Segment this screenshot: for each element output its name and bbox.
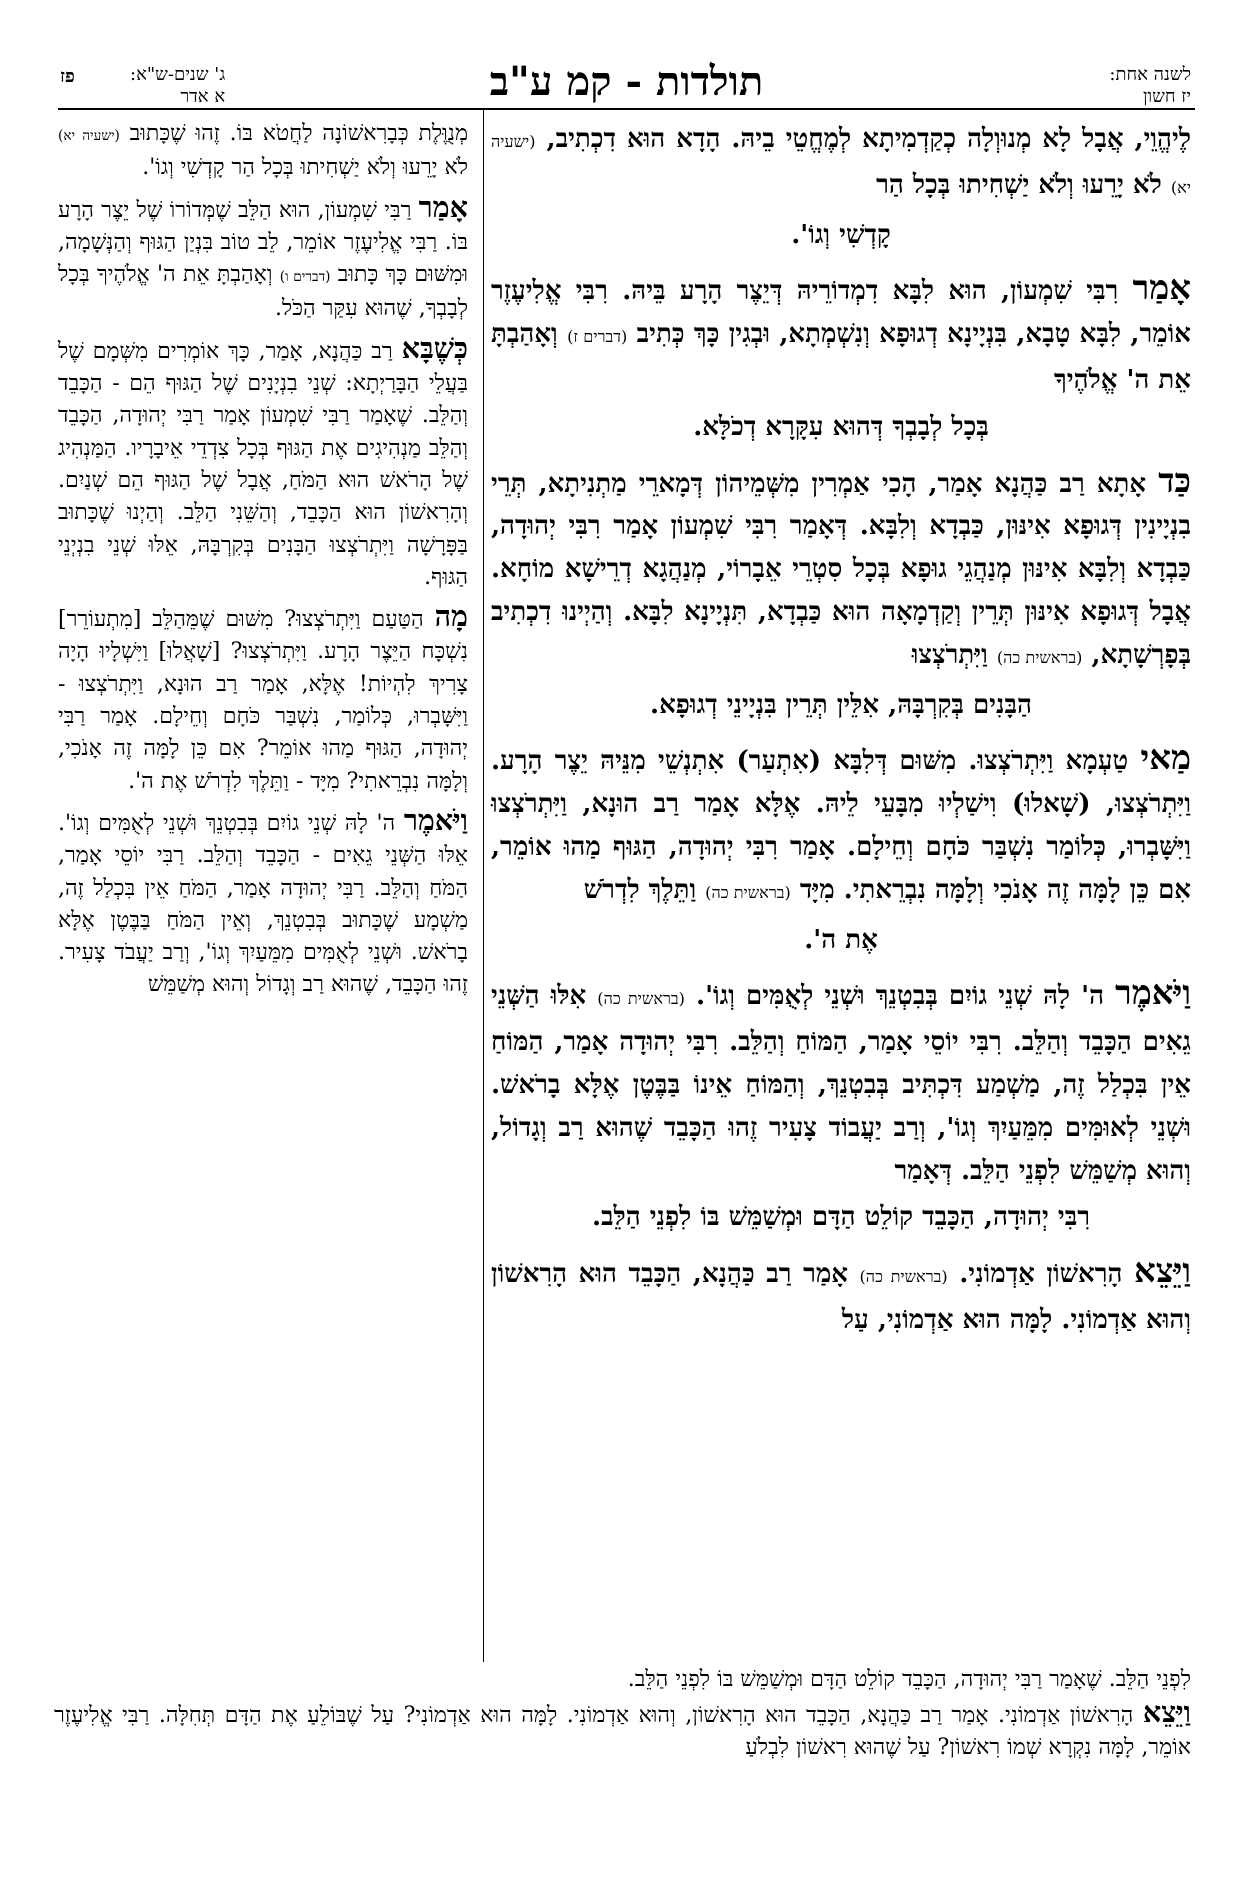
paragraph-lead-word: מָה (434, 599, 468, 634)
verse-reference: (ישעיה יא) (58, 128, 120, 144)
paragraph-lead-word: אָמַר (1132, 267, 1191, 308)
page-number: פז (60, 66, 75, 87)
bottom-paragraph (54, 1696, 1191, 1764)
main-text: וַיִּתְרֹצְצוּ (911, 639, 988, 670)
verse-reference: (דברים ז) (567, 327, 628, 347)
translation-text: מְנֻוֶּלֶת כְּבָרִאשׁוֹנָה לַחֲטֹא בּוֹ. זֶהוּ שֶׁכָּתוּב (129, 121, 468, 146)
verse-reference: (ישעיה יא) (491, 132, 1191, 197)
main-paragraph (491, 214, 1191, 257)
main-paragraph (491, 684, 1191, 727)
translation-paragraph (58, 118, 468, 185)
main-text: קָדְשִׁי וְגוֹ'. (791, 219, 891, 250)
main-text: הַבָּנִים בְּקִרְבָּהּ, אִלֵּין תְּרֵין בִּנְיָינֵי דְגוּפָא. (650, 689, 1032, 720)
paragraph-lead-word: וַיֹּאמֶר (1115, 972, 1191, 1013)
main-text: וַתֵּלֶךְ לִדְרֹשׁ (583, 874, 697, 905)
header-divider (58, 108, 1195, 110)
verse-reference: (בראשית כה) (859, 1267, 948, 1287)
main-text: וְאָהַבְתָּ אֵת ה' אֱלֹהֶיךָ (491, 319, 1191, 395)
main-paragraph (491, 459, 1191, 680)
paragraph-lead-word: אָמַר (418, 189, 468, 224)
verse-reference: (בראשית כה) (705, 882, 791, 902)
paragraph-lead-word: וַיֵּצֵא (1142, 1695, 1191, 1729)
translation-paragraph (58, 600, 468, 798)
main-paragraph (491, 971, 1191, 1192)
translation-text: לֹא יָרֵעוּ וְלֹא יַשְׁחִיתוּ בְּכָל הַר קָדְשִׁי וְגוֹ'. (142, 155, 468, 181)
main-text: לֹא יָרֵעוּ וְלֹא יַשְׁחִיתוּ בְּכָל הַר (876, 169, 1162, 200)
main-paragraph (491, 919, 1191, 962)
paragraph-lead-word: מַאי (1140, 737, 1191, 778)
page-title: תולדות - קמ ע"ב (489, 58, 764, 105)
main-paragraph (491, 736, 1191, 914)
header-study-plan-three-years: ג' שנים-ש"א: (130, 64, 226, 85)
verse-reference: (בראשית כה) (597, 989, 685, 1009)
main-text: אֶת ה'. (804, 924, 878, 955)
main-text: הָרִאשׁוֹן אַדְמוֹנִי. (959, 1259, 1123, 1290)
main-text: רִבִּי שִׁמְעוֹן, הוּא לִבָּא דִמְדוֹרֵיהּ דְּיֵצֶר הָרָע בֵּיהּ. רִבִּי אֱלִיעֶזֶר אוֹמֵר, לִבָּא טָבָא, בִּנְיָינָא דְגוּפָא וְנִשְׁמְתָא, וּבְגִין כָּךְ כְּתִיב (491, 276, 1191, 350)
translation-text: וְאָהַבְתָּ אֵת ה' אֱלֹהֶיךָ בְּכָל לְבָבְךָ, שֶׁהוּא עִקַּר הַכֹּל. (58, 262, 468, 322)
main-text: אִלּוּ הַשְּׁנֵי גֵאִים הַכָּבֵד וְהַלֵּב. רִבִּי יוֹסֵי אָמַר, הַמּוֹחַ וְהַלֵּב. רִבִּי יְהוּדָה אָמַר, הַמּוֹחַ אֵין בִּכְלַל זֶה, מַשְׁמַע דִּכְתִּיב בְּבִטְנֵךְ, וְהַמּוֹחַ אֵינוֹ בַּבֶּטֶן אֶלָּא בָרֹאשׁ. וּשְׁנֵי לְאוּמִּים מִמֵּעַיִךְ וְגוֹ', וְרַב יַעֲבוֹד צָעִיר זֶהוּ הַכָּבֵד שֶׁהוּא רַב וְגָדוֹל, וְהוּא מְשַׁמֵּשׁ לִפְנֵי הַלֵּב. דְּאָמַר (491, 981, 1191, 1186)
main-paragraph (491, 266, 1191, 401)
verse-reference: (בראשית כה) (996, 647, 1083, 667)
main-paragraph (491, 406, 1191, 449)
translation-column (58, 118, 468, 1008)
paragraph-lead-word: וַיֹּאמֶר (403, 802, 468, 837)
translation-text: רַב כַּהֲנָא, אָמַר, כָּךְ אוֹמְרִים מִשְּׁמָם שֶׁל בַּעֲלֵי הַבָּרַיְתָא: שְׁנֵי בִנְיָנִים שֶׁל הַגּוּף הֵם - הַכָּבֵד וְהַלֵּב. שֶׁאָמַר רַבִּי שִׁמְעוֹן אָמַר רַבִּי יְהוּדָה, הַכָּבֵד וְהַלֵּב מַנְהִיגִים אֶת הַגּוּף בְּכָל צִדְדֵי אֵיבָרָיו. הַמַּנְהִיג שֶׁל הָרֹאשׁ הוּא הַמֹּחַ, אֲבָל שֶׁל הַגּוּף הֵם שְׁנַיִם. וְהָרִאשׁוֹן הוּא הַכָּבֵד, וְהַשֵּׁנִי הַלֵּב. וְהַיְנוּ שֶׁכָּתוּב בַּפָּרָשָׁה וַיִּתְרֹצְצוּ הַבָּנִים בְּקִרְבָּהּ, אֵלּוּ שְׁנֵי בִנְיְנֵי הַגּוּף. (58, 338, 468, 590)
main-paragraph (491, 1196, 1191, 1239)
translation-text: רַבִּי שִׁמְעוֹן, הוּא הַלֵּב שֶׁמְּדוֹרוֹ שֶׁל יֵצֶר הָרָע בּוֹ. רַבִּי אֱלִיעֶזֶר אוֹמֵר, לֵב טוֹב בִּנְיַן הַגּוּף וְהַנְּשָׁמָה, וּמִשּׁוּם כָּךְ כָּתוּב (58, 197, 468, 288)
translation-text: הָרִאשׁוֹן אַדְמוֹנִי. אָמַר רַב כַּהֲנָא, הַכָּבֵד הוּא הָרִאשׁוֹן, וְהוּא אַדְמוֹנִי. לָמָּה הוּא אַדְמוֹנִי? עַל שֶׁבּוֹלֵעַ אֶת הַדָּם תְּחִלָּה. רַבִּי אֱלִיעֶזֶר אוֹמֵר, לָמָּה נִקְרָא שְׁמוֹ רִאשׁוֹן? עַל שֶׁהוּא רִאשׁוֹן לִבְלֹעַ (54, 1703, 1191, 1760)
main-text: אָתָא רַב כַּהֲנָא אָמַר, הָכִי אַמְרִין מִשְּׁמֵיהוֹן דְּמָארֵי מַתְנִיתָא, תְּרֵי בִנְיָינִין דְּגוּפָא אִינּוּן, כַּבְדָא וְלִבָּא. דְּאָמַר רִבִּי שִׁמְעוֹן אָמַר רִבִּי יְהוּדָה, כַּבְדָא וְלִבָּא אִינּוּן מְנַהֲגֵי גוּפָא בְּכָל סִטְרֵי אֵבָרוֹי, מְנַהֲגָא דְרֵישָׁא מוֹחָא. אֲבָל דְּגוּפָא אִינּוּן תְּרֵין וְקַדְמָאָה הוּא כַּבְדָא, תִּנְיָינָא לִבָּא. וְהַיְינוּ דִכְתִיב בְּפָרְשָׁתָא, (491, 468, 1191, 670)
main-text: רִבִּי יְהוּדָה, הַכָּבֵד קוֹלֵט הַדָּם וּמְשַׁמֵּשׁ בּוֹ לִפְנֵי הַלֵּב. (591, 1202, 1091, 1233)
main-text: ה' לָהּ שְׁנֵי גוֹיִם בְּבִטְנֵךְ וּשְׁנֵי לְאֻמִּים וְגוֹ'. (696, 981, 1105, 1012)
header-date-three-years: א אדר (180, 86, 226, 107)
paragraph-lead-word: וַיֵּצֵא (1134, 1250, 1191, 1291)
paragraph-lead-word: כַּד (1158, 459, 1191, 500)
paragraph-lead-word: כְּשֶׁבָּא (401, 330, 468, 365)
translation-paragraph (58, 804, 468, 1002)
main-text: לֶיהֱוֵי, אֲבָל לָא מְנוּוְלָה כְקַדְמִיתָא לְמֶחֱטֵי בֵיהּ. הָדָא הוּא דִכְתִיב, (546, 124, 1191, 154)
main-text-column (491, 118, 1191, 1352)
header-left (130, 64, 225, 108)
main-paragraph (491, 1249, 1191, 1342)
main-text: טַעְמָא וַיִּתְרֹצְצוּ. מִשּׁוּם דְּלִבָּא (אִתְעַר) אִתְנְשֵׁי מִנֵּיהּ יֵצֶר הָרָע. וַיִּתְרֹצְצוּ, (שָׁאלוּ) וִישַׁלְיוּ מִבָּעֵי לֵיהּ. אֶלָּא אָמַר רַב הוּנָא, וַיִּתְרֹצְצוּ וַיִּשָּׁבְרוּ, כְּלוֹמַר נִשְׁבַּר כֹּחָם וְחֵילָם. אָמַר רִבִּי יְהוּדָה, הַגּוּף מַהוּ אוֹמֵר, אִם כֵּן לָמָּה זֶה אָנֹכִי וְלָמָּה נִבְרֵאתִי. מִיָּד (491, 746, 1191, 905)
translation-paragraph (58, 332, 468, 594)
column-divider (483, 110, 484, 1662)
main-paragraph (491, 118, 1191, 210)
main-text: בְּכָל לְבָבְךָ דְּהוּא עִקָּרָא דְכֹלָּא. (693, 411, 989, 442)
header-date-one-year: יז חשון (1142, 86, 1191, 107)
main-text: אָמַר רַב כַּהֲנָא, הַכָּבֵד הוּא הָרִאשׁוֹן וְהוּא אַדְמוֹנִי. לָמָּה הוּא אַדְמוֹנִי, עַל (491, 1259, 1191, 1335)
bottom-line: לִפְנֵי הַלֵּב. שֶׁאָמַר רַבִּי יְהוּדָה, הַכָּבֵד קוֹלֵט הַדָּם וּמְשַׁמֵּשׁ בּוֹ לִפְנֵי הַלֵּב. (627, 1667, 1191, 1692)
verse-reference: (דברים ו) (279, 269, 331, 286)
translation-paragraph (58, 191, 468, 326)
header-study-plan-one-year: לשנה אחת: (1109, 64, 1191, 85)
bottom-translation (54, 1664, 1191, 1764)
translation-text: ה' לָהּ שְׁנֵי גוֹיִם בְּבִטְנֵךְ וּשְׁנֵי לְאֻמִּים וְגוֹ'. אֵלּוּ הַשְּׁנֵי גֵאִים - הַכָּבֵד וְהַלֵּב. רַבִּי יוֹסֵי אָמַר, הַמֹּחַ וְהַלֵּב. רַבִּי יְהוּדָה אָמַר, הַמֹּחַ אֵין בִּכְלַל זֶה, מַשְׁמָע שֶׁכָּתוּב בְּבִטְנֵךְ, וְאֵין הַמֹּחַ בַּבֶּטֶן אֶלָּא בָרֹאשׁ. וּשְׁנֵי לְאֻמִּים מִמֵּעַיִךְ וְגוֹ', וְרַב יַעֲבֹד צָעִיר. זֶהוּ הַכָּבֵד, שֶׁהוּא רַב וְגָדוֹל וְהוּא מְשַׁמֵּשׁ (58, 810, 468, 998)
translation-text: הַטַּעַם וַיִּתְרֹצְצוּ? מִשּׁוּם שֶׁמֵּהַלֵּב [מִתְעוֹרֵר] נִשְׁכָּח הַיֵּצֶר הָרָע. וַיִּתְרֹצְצוּ? [שָׁאֲלוּ] וַיִּשְׁלָיוּ הָיָה צָרִיךְ לִהְיוֹת! אֶלָּא, אָמַר רַב הוּנָא, וַיִּתְרֹצְצוּ - וַיִּשָּׁבְרוּ, כְּלוֹמַר, נִשְׁבַּר כֹּחָם וְחֵילָם. אָמַר רַבִּי יְהוּדָה, הַגּוּף מַהוּ אוֹמֵר? אִם כֵּן לָמָּה זֶה אָנֹכִי, וְלָמָּה נִבְרֵאתִי? מִיָּד - וַתֵּלֶךְ לִדְרֹשׁ אֶת ה'. (58, 607, 468, 794)
